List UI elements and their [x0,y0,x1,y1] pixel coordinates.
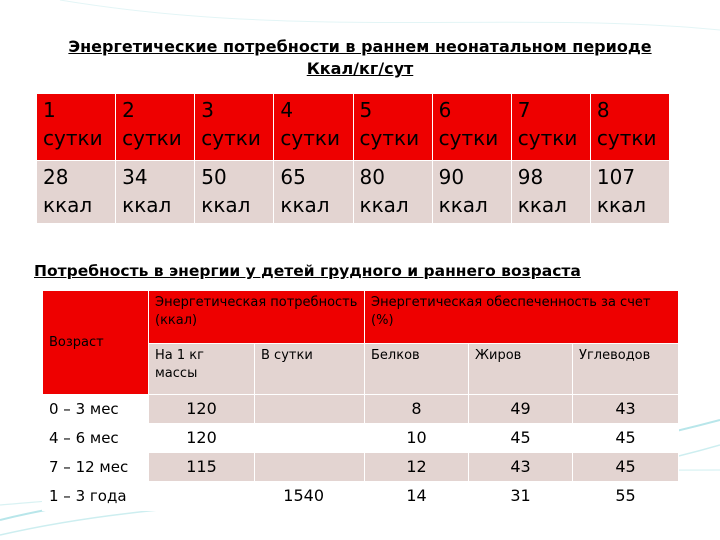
per-kg-cell: 115 [149,453,255,482]
age-cell: 1 – 3 года [43,482,149,511]
kcal-value: 107 ккал [590,161,669,224]
per-day-cell [255,453,365,482]
table-row [43,453,679,482]
age-cell: 0 – 3 мес [43,395,149,424]
day-header: 3 сутки [195,94,274,161]
per-kg-cell: 120 [149,424,255,453]
table-row [43,424,679,453]
per-day-cell: 1540 [255,482,365,511]
age-cell: 7 – 12 мес [43,453,149,482]
age-cell: 4 – 6 мес [43,424,149,453]
day-header: 6 сутки [432,94,511,161]
kcal-value: 34 ккал [116,161,195,224]
carb-cell: 45 [573,424,679,453]
carb-cell: 55 [573,482,679,511]
fat-cell: 45 [469,424,573,453]
energy-supply-header: Энергетическая обеспеченность за счет (%) [365,291,679,344]
protein-cell: 12 [365,453,469,482]
per-kg-cell [149,482,255,511]
kcal-value: 90 ккал [432,161,511,224]
fat-cell: 31 [469,482,573,511]
day-header-row [37,94,670,161]
fat-header: Жиров [469,344,573,395]
age-header: Возраст [43,291,149,395]
energy-need-header: Энергетическая потребность (ккал) [149,291,365,344]
infant-energy-table [42,290,679,511]
per-kg-cell: 120 [149,395,255,424]
carb-header: Углеводов [573,344,679,395]
day-header: 1 сутки [37,94,116,161]
kcal-value: 50 ккал [195,161,274,224]
per-day-header: В сутки [255,344,365,395]
carb-cell: 43 [573,395,679,424]
kcal-value: 98 ккал [511,161,590,224]
kcal-value: 28 ккал [37,161,116,224]
protein-cell: 14 [365,482,469,511]
per-day-cell [255,395,365,424]
infant-energy-title: Потребность в энергии у детей грудного и раннего возраста [34,262,581,280]
kcal-value-row [37,161,670,224]
fat-cell: 49 [469,395,573,424]
table-row [43,482,679,511]
protein-cell: 8 [365,395,469,424]
day-header: 2 сутки [116,94,195,161]
day-header: 8 сутки [590,94,669,161]
neonatal-title-line1: Энергетические потребности в раннем неонатальном периоде [68,37,652,56]
neonatal-title-units: Ккал/кг/сут [306,59,414,78]
fat-cell: 43 [469,453,573,482]
kcal-value: 65 ккал [274,161,353,224]
per-kg-header: На 1 кг массы [149,344,255,395]
day-header: 4 сутки [274,94,353,161]
table-row [43,395,679,424]
protein-header: Белков [365,344,469,395]
day-header: 5 сутки [353,94,432,161]
kcal-value: 80 ккал [353,161,432,224]
group-header-row [43,291,679,344]
protein-cell: 10 [365,424,469,453]
neonatal-energy-table [36,93,670,224]
carb-cell: 45 [573,453,679,482]
per-day-cell [255,424,365,453]
day-header: 7 сутки [511,94,590,161]
neonatal-energy-title [0,36,720,80]
